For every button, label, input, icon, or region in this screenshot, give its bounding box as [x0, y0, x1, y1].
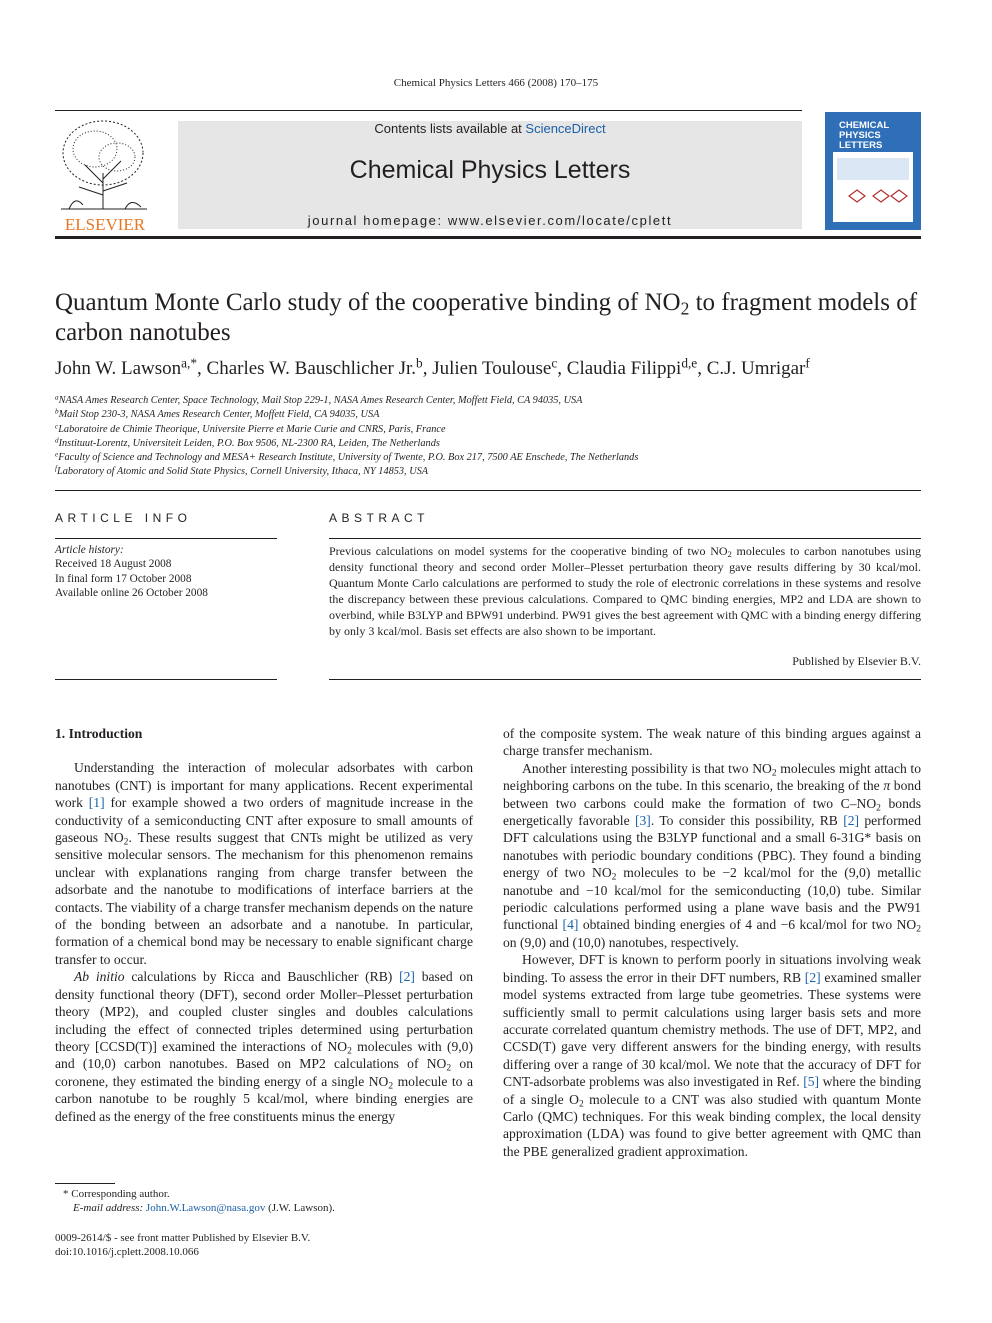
email-link[interactable]: John.W.Lawson@nasa.gov: [145, 1202, 266, 1214]
citation-link[interactable]: [4]: [562, 917, 579, 933]
body-column-right: [503, 725, 921, 1160]
affil-rule: [55, 490, 921, 491]
contents-prefix: Contents lists available at: [374, 121, 526, 136]
svg-text:ELSEVIER: ELSEVIER: [64, 215, 146, 233]
journal-cover[interactable]: [825, 112, 921, 230]
abstract-rule: [329, 538, 921, 539]
journal-homepage[interactable]: journal homepage: www.elsevier.com/locate/cplett: [307, 213, 673, 228]
author-name[interactable]: John W. Lawson: [55, 358, 182, 379]
elsevier-tree-icon: [55, 113, 155, 233]
citation-link[interactable]: [1]: [88, 795, 105, 811]
contents-line: [178, 121, 802, 136]
paragraph: Ab initio calculations by Ricca and Bauschlicher (RB) [2] based on density functional theory (DFT), second order Moller–Plesset perturbation theory (MP2), and coupled cluster singles and doubles calculations including the effect of connected triples determined using perturbation theory [CCSD(T)] examined the interactions of $NO_2$ molecules with (9,0) and (10,0) carbon nanotubes. Based on MP2 calculations of $NO_2$ on coronene, they estimated the binding energy of a single $NO_2$ molecule to a carbon nanotube to be roughly 5 kcal/mol, where binding energies are defined as the energy of the free constituents minus the energy: [55, 969, 474, 1124]
cover-line-2: PHYSICS: [839, 130, 881, 141]
paragraph: However, DFT is known to perform poorly in situations involving weak binding. To assess the error in their DFT numbers, RB [2] examined smaller model systems extracted from large tube geometries. These systems were sufficiently small to permit calculations using larger basis sets and more accurate correlated quantum chemistry methods. The use of DFT, MP2, and CCSD(T) gave very different answers for the binding energy, with results differing over a range of 30 kcal/mol. We note that the accuracy of DFT for CNT-adsorbate problems was also investigated in Ref. [5] where the binding of a single $O_2$ molecule to a CNT was also studied with quantum Monte Carlo (QMC) techniques. For this weak binding complex, the local density approximation (LDA) was found to give better agreement with QMC than the PBE generalized gradient approximation.: [503, 952, 921, 1159]
affiliation: $^d$Instituut-Lorentz, Universiteit Leiden, P.O. Box 9506, NL-2300 RA, Leiden, The Netherlands: [55, 436, 440, 449]
issn-line: 0009-2614/$ - see front matter Published by Elsevier B.V.: [55, 1232, 311, 1244]
cover-line-3: LETTERS: [839, 140, 883, 151]
info-rule-bottom: [55, 679, 277, 680]
header-rule: [55, 110, 802, 111]
corresponding-note: * Corresponding author.: [63, 1188, 170, 1200]
issn-doi: [55, 1231, 473, 1259]
article-history: [55, 543, 277, 601]
journal-name[interactable]: Chemical Physics Letters: [349, 156, 631, 184]
citation-link[interactable]: [2]: [843, 813, 860, 829]
author-name[interactable]: Claudia Filippi: [566, 358, 682, 379]
running-header: Chemical Physics Letters 466 (2008) 170–175: [393, 77, 599, 89]
article-title: Quantum Monte Carlo study of the cooperative binding of $NO_2$ to fragment models of carbon nanotubes: [55, 289, 918, 346]
elsevier-logo[interactable]: [55, 113, 155, 233]
paragraph: Understanding the interaction of molecular adsorbates with carbon nanotubes (CNT) is important for many applications. Recent experimental work [1] for example showed a two orders of magnitude increase in the conductivity of a semiconducting CNT after exposure to small amounts of gaseous $NO_2$. These results suggest that CNTs might be utilized as very sensitive molecular sensors. The mechanism for this phenomenon remains unclear with explanations ranging from charge transfer between the adsorbate and the nanotube to modifications of interface barriers at the contacts. The viability of a charge transfer mechanism depends on the nature of the bonding between an adsorbate and a nanotube. In particular, formation of a chemical bond may be necessary to enable significant charge transfer to occur.: [55, 760, 473, 967]
molecule-icon: [833, 152, 913, 222]
section-heading: 1. Introduction: [55, 726, 143, 741]
footnote-rule: [55, 1183, 115, 1184]
body-column-left: [55, 725, 473, 1125]
article-info-heading: ARTICLE INFO: [55, 511, 192, 525]
masthead-rule: [55, 236, 921, 239]
abstract-rule-bottom: [329, 679, 921, 680]
abstract-text: Previous calculations on model systems for the cooperative binding of two $NO_2$ molecules to carbon nanotubes using density functional theory and second order Moller–Plesset perturbation theory gave results differing by 30 kcal/mol. Quantum Monte Carlo calculations are performed to study the role of electronic correlations in these systems and resolve the discrepancy between these previous calculations. Compared to QMC binding energies, MP2 and LDA are shown to overbind, while B3LYP and BPW91 underbind. PW91 gives the best agreement with QMC with a binding energy differing by only 3 kcal/mol. Basis set effects are also shown to be important.: [329, 544, 921, 638]
abstract-heading: ABSTRACT: [329, 511, 430, 525]
citation-link[interactable]: [3]: [634, 813, 651, 829]
author-name[interactable]: Julien Toulouse: [432, 358, 552, 379]
affiliations: [55, 394, 921, 480]
final-form-date: In final form 17 October 2008: [55, 572, 192, 585]
online-date: Available online 26 October 2008: [55, 587, 208, 600]
footnotes: [55, 1187, 473, 1215]
author-name[interactable]: Charles W. Bauschlicher Jr.: [206, 358, 417, 379]
sciencedirect-link[interactable]: ScienceDirect: [525, 121, 606, 136]
affiliation: $^a$NASA Ames Research Center, Space Technology, Mail Stop 229-1, NASA Ames Research Center, Moffett Field, CA 94035, USA: [55, 393, 583, 406]
affiliation: $^c$Laboratoire de Chimie Theorique, Universite Pierre et Marie Curie and CNRS, Paris, France: [55, 422, 446, 435]
citation-link[interactable]: [5]: [803, 1074, 820, 1090]
history-label: Article history:: [55, 544, 124, 556]
paragraph: Another interesting possibility is that two $NO_2$ molecules might attach to neighboring carbons on the tube. In this scenario, the breaking of the π bond between two carbons could make the formation of two $C-NO_2$ bonds energetically favorable [3]. To consider this possibility, RB [2] performed DFT calculations using the B3LYP functional and a small 6-31G* basis on nanotubes with periodic boundary conditions (PBC). They found a binding energy of two $NO_2$ molecules to be −2 kcal/mol for the (9,0) metallic nanotube and −10 kcal/mol for the semiconducting (10,0) tube. Similar periodic calculations performed using a plane wave basis and the PW91 functional [4] obtained binding energies of 4 and −6 kcal/mol for two $NO_2$ on (9,0) and (10,0) nanotubes, respectively.: [503, 760, 922, 950]
received-date: Received 18 August 2008: [55, 558, 172, 571]
author-list: John W. Lawson$^{a,*}$, Charles W. Bauschlicher Jr.$^b$, Julien Toulouse$^c$, Claudia Filippi$^{d,e}$, C.J. Umrigar$^f$: [55, 355, 810, 379]
cover-image: [833, 152, 913, 222]
paragraph: of the composite system. The weak nature of this binding argues against a charge transfer mechanism.: [503, 726, 921, 759]
doi-line[interactable]: doi:10.1016/j.cplett.2008.10.066: [55, 1246, 199, 1258]
abstract-publisher: Published by Elsevier B.V.: [792, 654, 921, 668]
email-note: E-mail address: John.W.Lawson@nasa.gov (J.W. Lawson).: [73, 1202, 335, 1214]
affiliation: $^e$Faculty of Science and Technology and MESA+ Research Institute, University of Twente, P.O. Box 217, 7500 AE Enschede, The Netherlands: [55, 450, 639, 464]
info-rule: [55, 538, 277, 539]
affiliation: $^f$Laboratory of Atomic and Solid State Physics, Cornell University, Ithaca, NY 14853, USA: [55, 464, 429, 478]
citation-link[interactable]: [2]: [399, 969, 415, 985]
author-name[interactable]: C.J. Umrigar: [706, 358, 806, 379]
affiliation: $^b$Mail Stop 230-3, NASA Ames Research Center, Moffett Field, CA 94035, USA: [55, 407, 380, 421]
cover-line-1: CHEMICAL: [839, 120, 890, 131]
citation-link[interactable]: [2]: [804, 969, 821, 985]
